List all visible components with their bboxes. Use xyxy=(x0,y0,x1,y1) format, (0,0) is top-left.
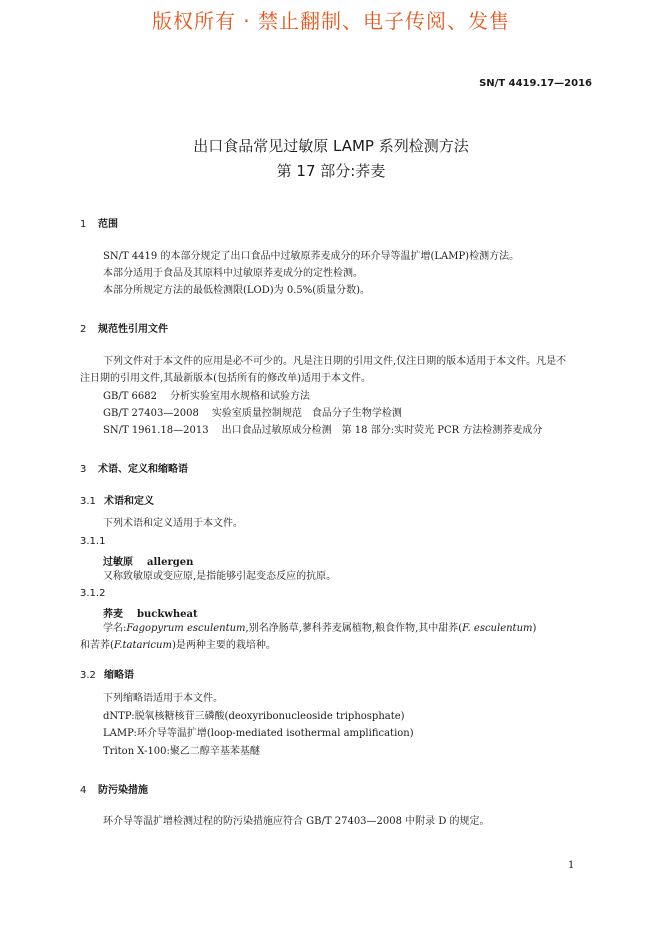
scientific-name: Fagopyrum esculentum xyxy=(126,623,246,634)
section-number: 4 xyxy=(80,785,87,796)
subsection-3-1-heading xyxy=(80,492,154,507)
watermark: 版权所有 · 禁止翻制、电子传阅、发售 xyxy=(151,9,511,33)
definition-text: 学名: xyxy=(103,623,127,634)
reference-code: GB/T 27403—2008 xyxy=(103,408,199,419)
abbreviations-intro: 下列缩略语适用于本文件。 xyxy=(103,693,223,704)
term-definition-continued xyxy=(80,639,276,652)
section-title: 范围 xyxy=(98,219,118,230)
scientific-name: F. esculentum xyxy=(462,623,533,634)
term-en: allergen xyxy=(147,557,194,568)
contamination-paragraph: 环介导等温扩增检测过程的防污染措施应符合 GB/T 27403—2008 中附录 D 的规定。 xyxy=(103,816,490,827)
definition-text: ,别名净肠草,蓼科荞麦属植物,粮食作物,其中甜荞( xyxy=(245,623,463,634)
section-3-heading xyxy=(80,460,188,475)
section-number: 2 xyxy=(80,324,87,335)
page-number: 1 xyxy=(568,860,575,871)
section-number: 3 xyxy=(80,464,87,475)
document-subtitle: 第 17 部分:荞麦 xyxy=(276,162,386,180)
definition-text: 和苦荞( xyxy=(80,640,114,651)
scope-paragraph-3: 本部分所规定方法的最低检测限(LOD)为 0.5%(质量分数)。 xyxy=(103,285,371,296)
reference-item xyxy=(103,407,402,420)
section-number: 1 xyxy=(80,219,87,230)
standard-number: SN/T 4419.17—2016 xyxy=(479,78,592,89)
subsection-number: 3.1 xyxy=(80,496,96,507)
definition-text: ) xyxy=(532,623,537,634)
term-allergen xyxy=(103,553,193,568)
scope-paragraph-1: SN/T 4419 的本部分规定了出口食品中过敏原荞麦成分的环介导等温扩增(LAMP)检测方法。 xyxy=(103,251,520,262)
scope-paragraph-2: 本部分适用于食品及其原料中过敏原荞麦成分的定性检测。 xyxy=(103,268,363,279)
terms-intro: 下列术语和定义适用于本文件。 xyxy=(103,518,243,529)
reference-item xyxy=(103,424,542,437)
reference-name: 分析实验室用水规格和试验方法 xyxy=(170,391,311,402)
section-1-heading xyxy=(80,215,118,230)
section-4-heading xyxy=(80,781,148,796)
section-title: 规范性引用文件 xyxy=(98,324,168,335)
subsection-title: 术语和定义 xyxy=(104,496,154,507)
normative-intro: 下列文件对于本文件的应用是必不可少的。凡是注日期的引用文件,仅注日期的版本适用于本文件。凡是不注日期的引用文件,其最新版本(包括所有的修改单)适用于本文件。 xyxy=(80,356,567,384)
abbreviation-item: LAMP:环介导等温扩增(loop-mediated isothermal amplification) xyxy=(103,728,414,739)
term-buckwheat xyxy=(103,605,198,620)
scientific-name: F.tataricum xyxy=(113,640,172,651)
document-title: 出口食品常见过敏原 LAMP 系列检测方法 xyxy=(193,137,469,155)
term-definition: 又称致敏原或变应原,是指能够引起变态反应的抗原。 xyxy=(103,571,337,582)
section-title: 术语、定义和缩略语 xyxy=(98,464,188,475)
clause-number: 3.1.2 xyxy=(80,588,106,599)
subsection-title: 缩略语 xyxy=(104,670,134,681)
term-zh: 过敏原 xyxy=(103,557,133,568)
term-zh: 荞麦 xyxy=(103,609,123,620)
reference-code: SN/T 1961.18—2013 xyxy=(103,425,209,436)
section-title: 防污染措施 xyxy=(98,785,148,796)
abbreviation-item: dNTP:脱氧核糖核苷三磷酸(deoxyribonucleoside triphosphate) xyxy=(103,711,405,722)
reference-code: GB/T 6682 xyxy=(103,391,158,402)
section-2-heading xyxy=(80,320,168,335)
term-en: buckwheat xyxy=(137,609,198,620)
clause-number: 3.1.1 xyxy=(80,536,106,547)
subsection-3-2-heading xyxy=(80,666,134,681)
definition-text: )是两种主要的栽培种。 xyxy=(171,640,276,651)
reference-name: 出口食品过敏原成分检测 第 18 部分:实时荧光 PCR 方法检测荞麦成分 xyxy=(221,425,543,436)
reference-name: 实验室质量控制规范 食品分子生物学检测 xyxy=(211,408,402,419)
subsection-number: 3.2 xyxy=(80,670,96,681)
term-definition xyxy=(103,622,536,635)
abbreviation-item: Triton X-100:聚乙二醇辛基苯基醚 xyxy=(103,746,260,757)
reference-item xyxy=(103,390,310,403)
